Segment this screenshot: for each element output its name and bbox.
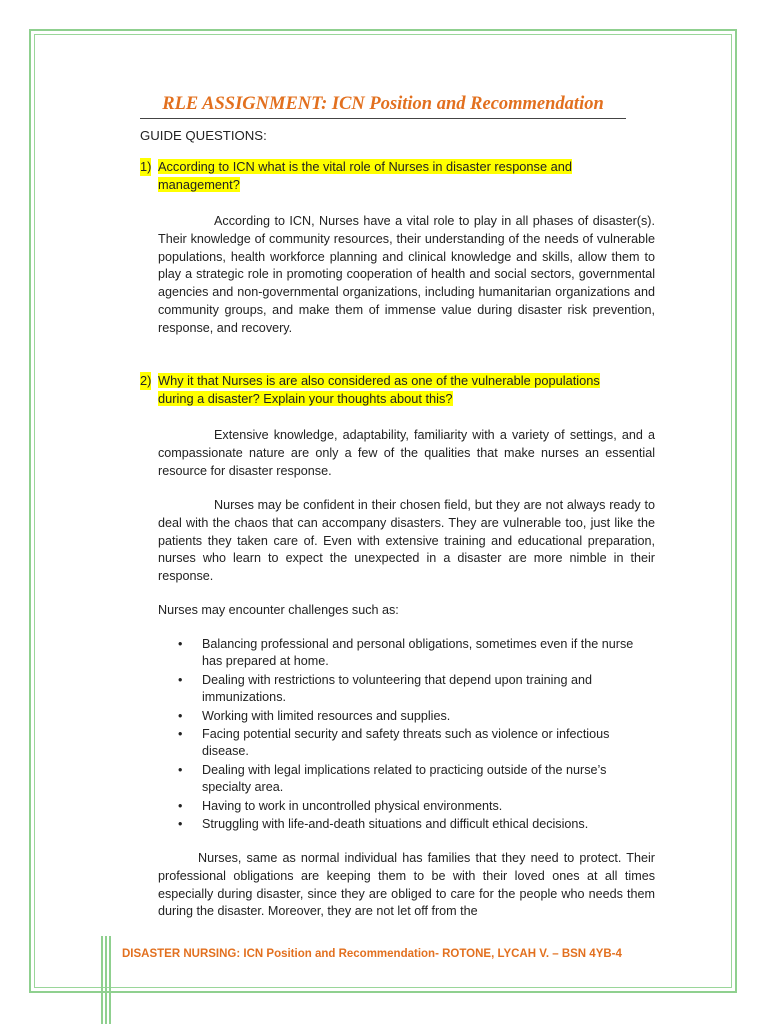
bullet-icon: • — [178, 817, 183, 832]
guide-questions-label: GUIDE QUESTIONS: — [140, 128, 267, 143]
footer-decoration — [101, 936, 111, 1024]
question-line: According to ICN what is the vital role of Nurses in disaster response and — [158, 159, 572, 174]
list-item: • Dealing with legal implications related to practicing outside of the nurse’s specialty area. — [178, 762, 607, 795]
bullet-icon: • — [178, 708, 183, 723]
bullet-icon: • — [178, 637, 183, 651]
challenges-list — [158, 636, 655, 834]
list-item: • Balancing professional and personal obligations, sometimes even if the nurse has prepared at home. — [178, 637, 634, 669]
answer-2-paragraph-2: Nurses may be confident in their chosen field, but they are not always ready to deal with the chaos that can accompany disasters. They are vulnerable too, just like the patients they taken care of. Even with extensive training and educational preparation, nurses who learn to expect the unexpected in a disaster are more nimble in their response. — [158, 498, 655, 584]
list-item: • Struggling with life-and-death situations and difficult ethical decisions. — [158, 816, 655, 833]
bullet-icon: • — [178, 672, 183, 687]
bullet-icon: • — [178, 727, 183, 742]
bullet-icon: • — [178, 798, 183, 813]
document-title: RLE ASSIGNMENT: ICN Position and Recommendation — [162, 94, 604, 114]
question-line: during a disaster? Explain your thoughts about this? — [158, 391, 453, 406]
question-2 — [140, 372, 610, 408]
question-1 — [140, 158, 610, 194]
question-number: 2) — [140, 373, 152, 388]
closing-paragraph: Nurses, same as normal individual has families that they need to protect. Their professional obligations are keeping them to be with their loved ones at all times especially during disaster, since they are obliged to care for the people who needs them during the disaster. Moreover, they are not let off from the — [158, 851, 655, 919]
list-item: • Facing potential security and safety threats such as violence or infectious disease. — [178, 727, 610, 759]
answer-2-paragraph-1: Extensive knowledge, adaptability, familiarity with a variety of settings, and a compassionate nature are only a few of the qualities that make nurses an essential resource for disaster response. — [158, 428, 655, 478]
list-item: • Working with limited resources and supplies. — [158, 708, 655, 725]
list-item: • Dealing with restrictions to volunteering that depend upon training and immunizations. — [178, 672, 592, 705]
question-line: management? — [158, 177, 240, 192]
question-number: 1) — [140, 159, 152, 174]
page-footer: DISASTER NURSING: ICN Position and Recommendation- ROTONE, LYCAH V. – BSN 4YB-4 — [122, 948, 622, 960]
answer-1-paragraph: According to ICN, Nurses have a vital role to play in all phases of disaster(s). Their knowledge of community resources, their understanding of the needs of vulnerable populations, health workforce planning and clinical knowledge and skills, allow them to play a strategic role in promoting cooperation of health and social sectors, governmental agencies and non-governmental organizations, including humanitarian organizations and community groups, and make them of immense value during disaster risk prevention, response, and recovery. — [158, 214, 655, 335]
question-line: Why it that Nurses is are also considered as one of the vulnerable populations — [158, 373, 600, 388]
bullet-icon: • — [178, 762, 183, 777]
challenges-intro: Nurses may encounter challenges such as: — [158, 603, 399, 617]
list-item: • Having to work in uncontrolled physical environments. — [158, 798, 655, 815]
title-underline — [140, 118, 626, 119]
